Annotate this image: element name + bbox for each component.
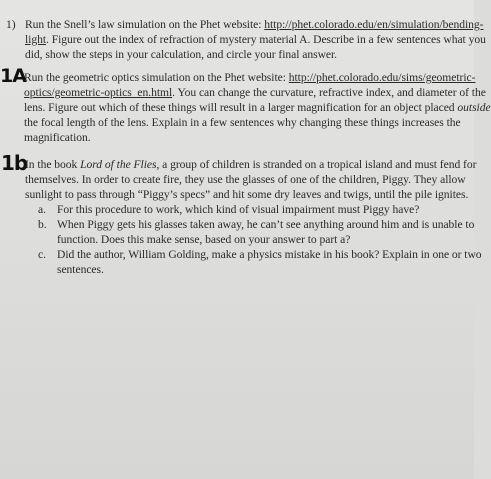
phet-geometric-optics-link-continued[interactable]: optics/geometric-optics_en.html	[24, 86, 173, 99]
subquestion-b-line: function. Does this make sense, based on your answer to part a?	[57, 233, 351, 246]
question-1-number: 1)	[6, 18, 16, 31]
phet-snells-law-link[interactable]: http://phet.colorado.edu/en/simulation/bending-	[264, 18, 484, 31]
question-1a-italic-word: outside	[457, 101, 491, 114]
question-1a-text: . You can change the curvature, refractive index, and diameter of the	[172, 86, 486, 99]
question-1-line-2	[25, 32, 486, 47]
subquestion-c	[57, 247, 482, 277]
question-1b-text: , a group of children is stranded on a tropical island and must fend for	[156, 158, 477, 171]
question-1b	[25, 157, 476, 202]
subquestion-a-line: For this procedure to work, which kind of visual impairment must Piggy have?	[57, 203, 420, 216]
question-1b-line-1	[25, 157, 476, 172]
subquestion-b-label: b.	[38, 218, 47, 231]
question-1a-line-2	[24, 85, 491, 100]
question-1b-line-3: sunlight to pass through “Piggy’s specs” and hit some dry leaves and twigs, until the pile ignites.	[25, 188, 469, 201]
question-1-text: Run the Snell’s law simulation on the Phet website:	[25, 18, 265, 31]
subquestion-a-label: a.	[38, 203, 46, 216]
subquestion-c-line: Did the author, William Golding, make a physics mistake in his book? Explain in one or two	[57, 248, 482, 261]
question-1-line-3: did, show the steps in your calculation, and circle your final answer.	[25, 48, 338, 61]
question-1a-text: Run the geometric optics simulation on the Phet website:	[24, 71, 289, 84]
question-1a-line-3	[24, 100, 491, 115]
subquestion-c-label: c.	[38, 248, 46, 261]
question-1b-line-2: themselves. In order to create fire, they use the glasses of one of the children, Piggy. They allow	[25, 173, 466, 186]
question-1a	[24, 70, 491, 145]
phet-snells-law-link-continued[interactable]: light	[25, 33, 47, 46]
handwritten-mark-1b: 1b	[1, 151, 28, 175]
question-1a-line-5: magnification.	[24, 131, 91, 144]
subquestion-c-line: sentences.	[57, 263, 104, 276]
handwritten-mark-1a: 1A	[0, 65, 26, 87]
subquestion-b-line: When Piggy gets his glasses taken away, he can’t see anything around him and is unable to	[57, 218, 475, 231]
question-1a-line-1	[24, 70, 491, 85]
subquestion-b	[57, 217, 474, 247]
question-1-line-1	[25, 17, 486, 32]
question-1-text: . Figure out the index of refraction of mystery material A. Describe in a few sentences what you	[46, 33, 486, 46]
question-1a-text: lens. Figure out which of these things will result in a larger magnification for an object placed	[24, 101, 458, 114]
question-1	[25, 17, 486, 62]
question-1b-text: In the book	[25, 158, 81, 171]
question-1a-line-4: the focal length of the lens. Explain in a few sentences why changing these things increases the	[24, 116, 461, 129]
phet-geometric-optics-link[interactable]: http://phet.colorado.edu/sims/geometric-	[288, 71, 476, 84]
subquestion-a	[57, 202, 419, 217]
book-title: Lord of the Flies	[80, 158, 157, 171]
